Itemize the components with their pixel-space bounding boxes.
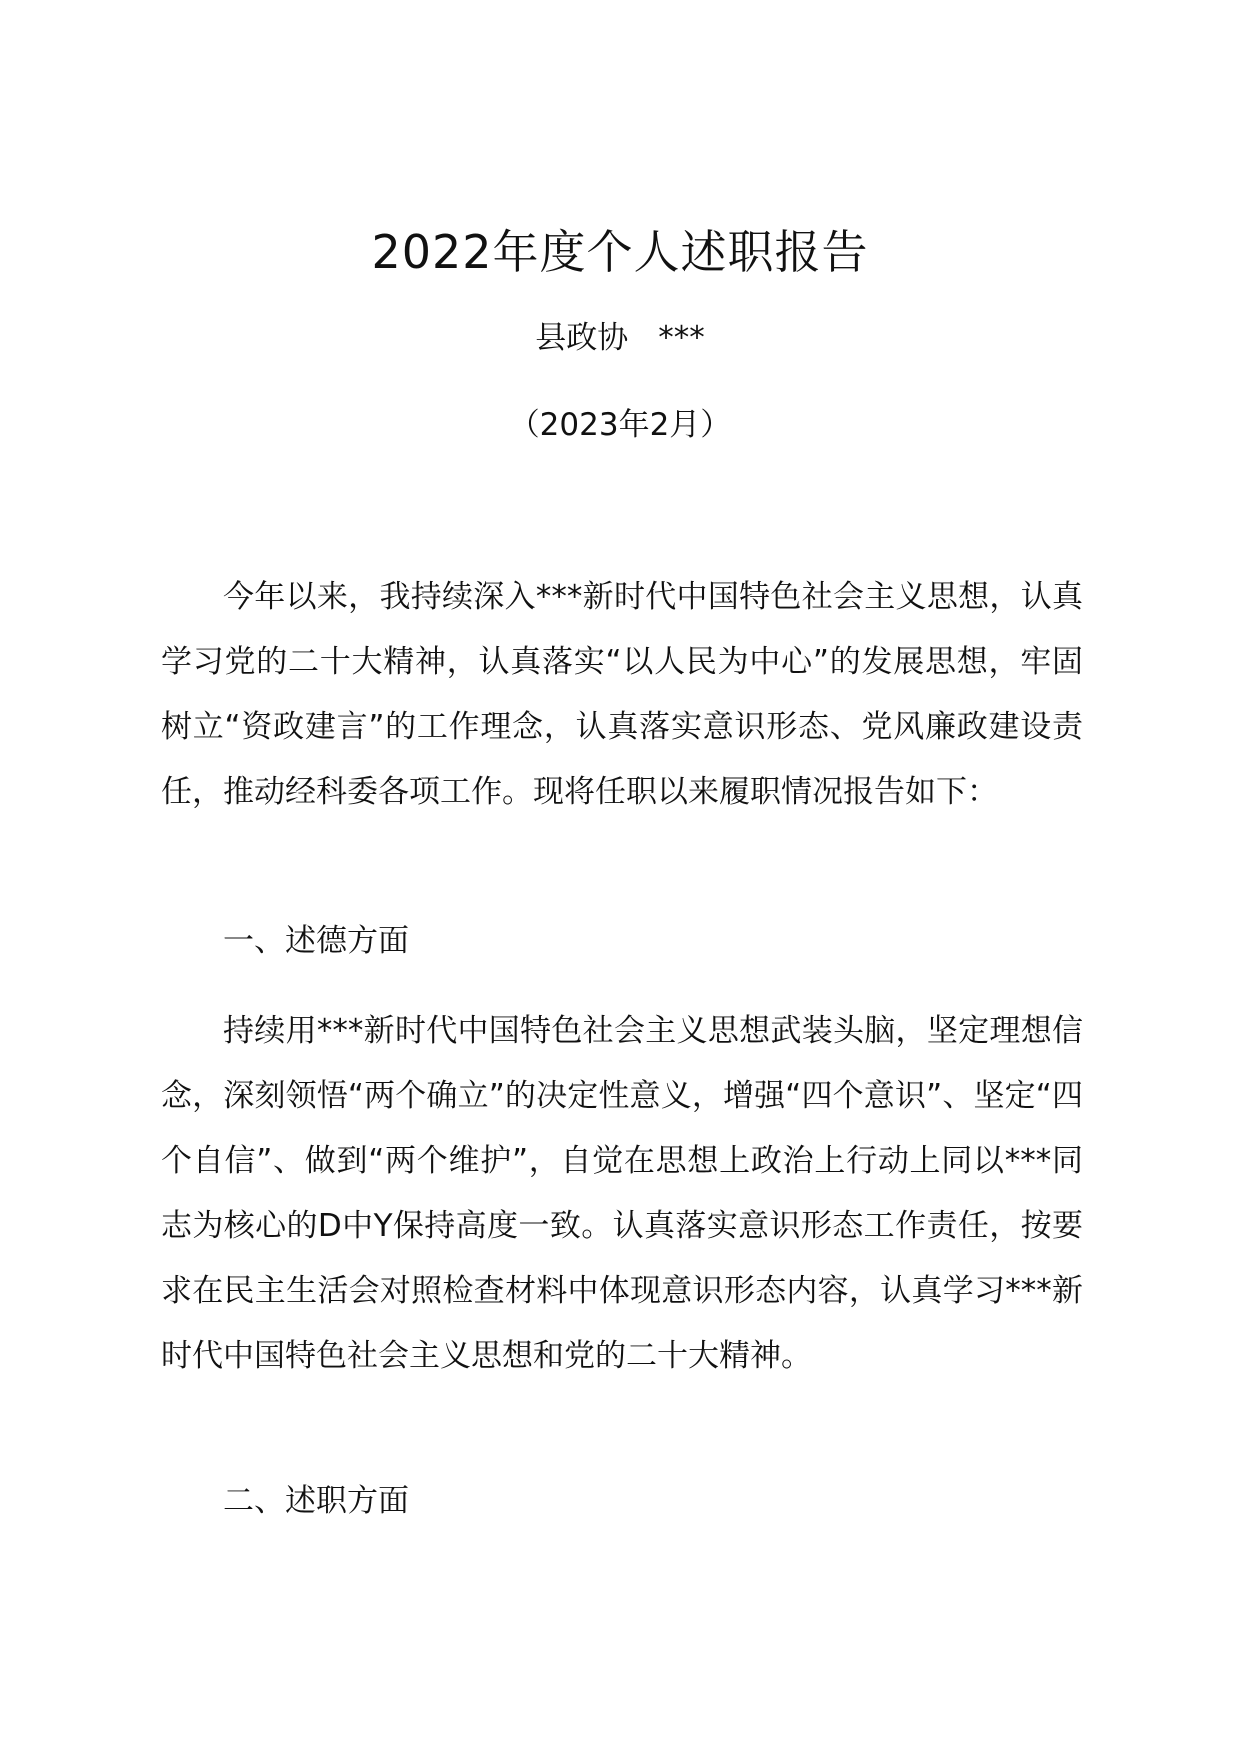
section-heading-duty: 二、述职方面 [223, 1483, 409, 1519]
author-org: 县政协 [535, 320, 629, 356]
document-date: （2023年2月） [508, 407, 732, 443]
intro-paragraph: 今年以来，我持续深入***新时代中国特色社会主义思想，认真学习党的二十大精神，认真落实“以人民为中心”的发展思想，牢固树立“资政建言”的工作理念，认真落实意识形态、党风廉政建设责任，推动经科委各项工作。现将任职以来履职情况报告如下： [161, 579, 1083, 810]
section-heading-moral: 一、述德方面 [223, 923, 409, 959]
author-name: *** [658, 320, 705, 356]
author-line [0, 316, 1240, 360]
moral-paragraph: 持续用***新时代中国特色社会主义思想武装头脑，坚定理想信念，深刻领悟“两个确立”的决定性意义，增强“四个意识”、坚定“四个自信”、做到“两个维护”，自觉在思想上政治上行动上同以***同志为核心的D中Y保持高度一致。认真落实意识形态工作责任，按要求在民主生活会对照检查材料中体现意识形态内容，认真学习***新时代中国特色社会主义思想和党的二十大精神。 [161, 1013, 1083, 1374]
document-title: 2022年度个人述职报告 [371, 225, 869, 279]
